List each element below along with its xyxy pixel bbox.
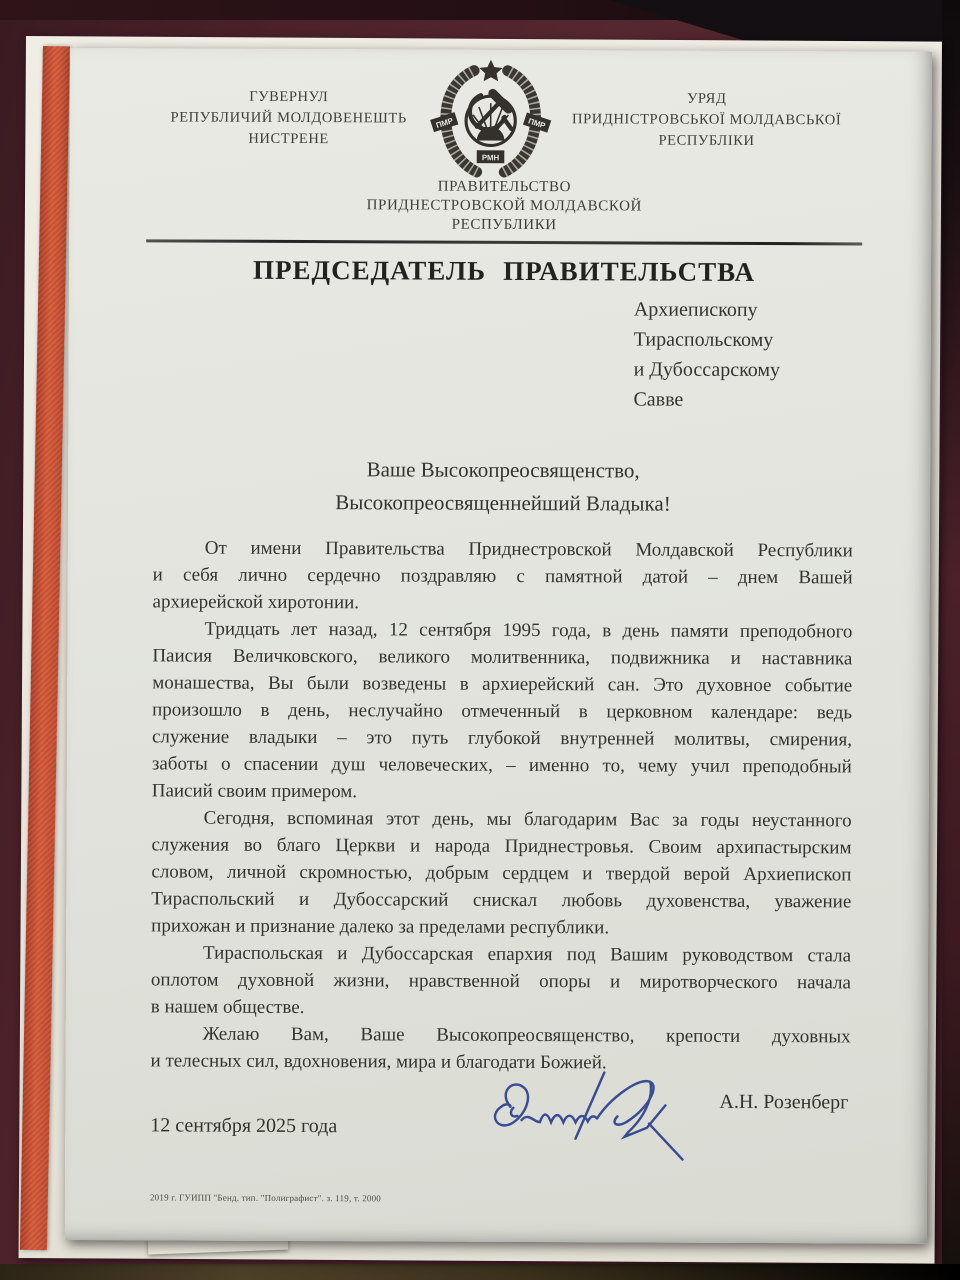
letterhead-divider-rule bbox=[146, 239, 862, 245]
signature-block bbox=[150, 1090, 850, 1193]
signatory-name: А.Н. Розенберг bbox=[719, 1090, 849, 1114]
folder-right-edge bbox=[942, 0, 960, 1280]
body-paragraph: Тираспольская и Дубоссарская епархия под Вашим руководством стала оплотом духовной жизни, нравственной опоры и миротворческого начала в нашем обществе. bbox=[150, 942, 852, 1019]
body-paragraph: Тридцать лет назад, 12 сентября 1995 года, в день памяти преподобного Паисия Величковского, великого молитвенника, подвижника и наставника монашества, Вы были возведены в архиерейский сан. Это духовное событие произошло в день, неслучайно отмеченный в церковном календаре: ведь служение владыки – это путь глубокой внутренней молитвы, смирения, заботы о спасении душ человеческих, – именно то, чему учил преподобный Паисий своим примером. bbox=[151, 618, 853, 803]
svg-text:ПМР: ПМР bbox=[434, 116, 455, 130]
bottom-band bbox=[477, 150, 505, 163]
letterhead-center-lines: ПРАВИТЕЛЬСТВО ПРИДНЕСТРОВСКОЙ МОЛДАВСКОЙ РЕСПУБЛИКИ bbox=[366, 178, 643, 234]
svg-text:РМН: РМН bbox=[481, 153, 500, 163]
addressee-block: Архиепископу Тираспольскому и Дубоссарскому Савве bbox=[633, 298, 781, 411]
letter-body bbox=[151, 534, 853, 1077]
body-paragraph: От имени Правительства Приднестровской Молдавской Республики и себя лично сердечно поздравляю с памятной датой – днем Вашей архиерейской хиротонии. bbox=[152, 537, 853, 614]
letterhead bbox=[154, 56, 855, 185]
letter-date: 12 сентября 2025 года bbox=[150, 1114, 338, 1138]
letterhead-left-column: ГУВЕРНУЛ РЕПУБЛИЧИЙ МОЛДОВЕНЕШТЬ НИСТРЕНЕ bbox=[170, 88, 407, 148]
printing-house-imprint: 2019 г. ГУИПП "Бенд. тип. "Полиграфист". з. 119, т. 2000 bbox=[149, 1192, 382, 1204]
letterhead-right-column: УРЯД ПРИДНІСТРОВСЬКОЇ МОЛДАВСЬКОЇ РЕСПУБЛІКИ bbox=[572, 90, 842, 149]
body-paragraph: Сегодня, вспоминая этот день, мы благодарим Вас за годы неустанного служения во благо Церкви и народа Приднестровья. Своим архипастырским словом, личной скромностью, добрым сердцем и твердой верой Архиепископ Тираспольский и Дубоссарский снискал любовь духовенства, уважение прихожан и признание далеко за пределами республики. bbox=[151, 807, 852, 939]
letter-sheet bbox=[65, 48, 932, 1244]
svg-text:ПМР: ПМР bbox=[527, 116, 547, 131]
state-emblem-icon bbox=[428, 58, 553, 185]
handwritten-signature bbox=[475, 1064, 700, 1167]
document-title: ПРЕДСЕДАТЕЛЬ ПРАВИТЕЛЬСТВА bbox=[252, 254, 756, 287]
body-paragraph: Желаю Вам, Ваше Высокопреосвященство, крепости духовных и телесных сил, вдохновения, мира и благодати Божией. bbox=[150, 1023, 851, 1074]
table-surface-strip bbox=[0, 1264, 960, 1280]
salutation: Ваше Высокопреосвященство, Высокопреосвященнейший Владыка! bbox=[335, 457, 671, 516]
star-icon bbox=[479, 60, 502, 82]
emblem-container bbox=[422, 58, 559, 185]
